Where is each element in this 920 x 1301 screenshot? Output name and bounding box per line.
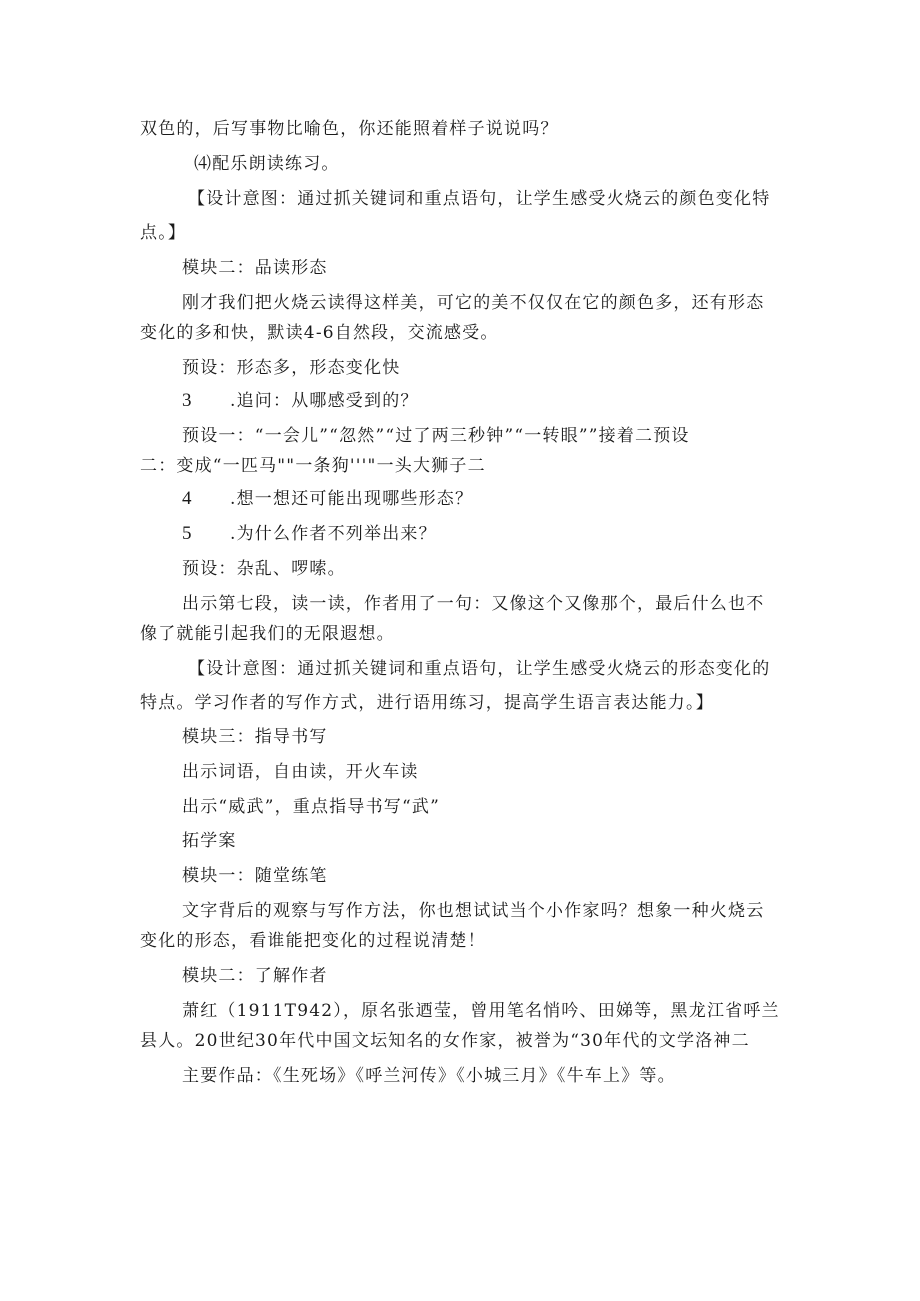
text-line: 萧红（1911T942），原名张迺莹，曾用笔名悄吟、田娣等，黑龙江省呼兰 bbox=[182, 1001, 780, 1021]
text-line: 像了就能引起我们的无限遐想。 bbox=[140, 624, 395, 644]
text-line: 预设：杂乱、啰嗦。 bbox=[182, 559, 346, 579]
design-intent-note: 特点。学习作者的写作方式，进行语用练习，提高学生语言表达能力。】 bbox=[140, 693, 714, 713]
text-line: 二：变成“一匹马""一条狗'''"一头大狮子二 bbox=[140, 456, 486, 476]
text-line: 预设：形态多，形态变化快 bbox=[182, 358, 401, 378]
text-line: 出示词语，自由读，开火车读 bbox=[182, 762, 419, 782]
text-line: 主要作品：《生死场》《呼兰河传》《小城三月》《牛车上》等。 bbox=[182, 1066, 676, 1086]
design-intent-note: 点。】 bbox=[140, 223, 187, 243]
module-heading: 模块二：品读形态 bbox=[182, 258, 328, 278]
numbered-item bbox=[182, 522, 437, 546]
item-text: .想一想还可能出现哪些形态？ bbox=[230, 489, 474, 509]
design-intent-note: 【设计意图：通过抓关键词和重点语句，让学生感受火烧云的颜色变化特 bbox=[188, 189, 771, 209]
text-line: 刚才我们把火烧云读得这样美，可它的美不仅仅在它的颜色多，还有形态 bbox=[182, 293, 765, 313]
text-line: 预设一：“一会儿”“忽然”“过了两三秒钟”“一转眼””接着二预设 bbox=[182, 426, 690, 446]
module-heading: 模块三：指导书写 bbox=[182, 727, 328, 747]
module-heading: 模块一：随堂练笔 bbox=[182, 866, 328, 886]
item-text: .为什么作者不列举出来？ bbox=[230, 524, 437, 544]
item-number: 3 bbox=[182, 390, 193, 411]
item-number: 5 bbox=[182, 523, 193, 544]
text-line: ⑷配乐朗读练习。 bbox=[194, 154, 340, 174]
numbered-item bbox=[182, 487, 473, 511]
item-text: .追问：从哪感受到的？ bbox=[230, 391, 419, 411]
text-line: 变化的形态，看谁能把变化的过程说清楚！ bbox=[140, 931, 486, 951]
text-line: 出示“威武”，重点指导书写“武” bbox=[182, 797, 440, 817]
text-line: 县人。20世纪30年代中国文坛知名的女作家，被誉为“30年代的文学洛神二 bbox=[140, 1031, 750, 1051]
text-line: 文字背后的观察与写作方法，你也想试试当个小作家吗？想象一种火烧云 bbox=[182, 901, 765, 921]
item-number: 4 bbox=[182, 488, 193, 509]
module-heading: 模块二：了解作者 bbox=[182, 966, 328, 986]
text-line: 变化的多和快，默读4-6自然段，交流感受。 bbox=[140, 323, 499, 343]
section-heading: 拓学案 bbox=[182, 831, 237, 851]
text-line: 出示第七段，读一读，作者用了一句：又像这个又像那个，最后什么也不 bbox=[182, 594, 765, 614]
text-line: 双色的，后写事物比喻色，你还能照着样子说说吗？ bbox=[140, 119, 559, 139]
numbered-item bbox=[182, 389, 419, 413]
design-intent-note: 【设计意图：通过抓关键词和重点语句，让学生感受火烧云的形态变化的 bbox=[188, 659, 771, 679]
